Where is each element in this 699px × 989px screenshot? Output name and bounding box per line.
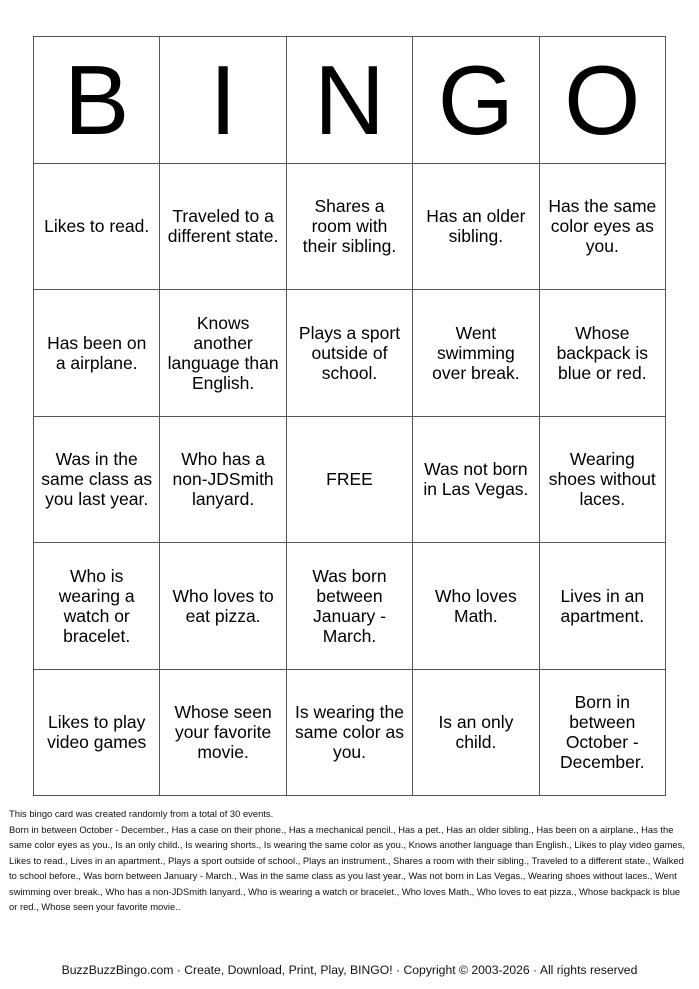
bingo-square: Knows another language than English. [160,290,286,417]
bingo-square: Is wearing the same color as you. [287,670,413,797]
bingo-square: Who loves Math. [413,543,539,670]
header-letter-g: G [413,37,539,164]
bingo-square: Who loves to eat pizza. [160,543,286,670]
bingo-square: Was born between January - March. [287,543,413,670]
bingo-square: Has been on a airplane. [34,290,160,417]
card-info [9,806,689,915]
bingo-square: Traveled to a different state. [160,164,286,291]
bingo-square: Whose backpack is blue or red. [540,290,666,417]
free-square: FREE [287,417,413,544]
bingo-square: Who has a non-JDSmith lanyard. [160,417,286,544]
bingo-square: Lives in an apartment. [540,543,666,670]
bingo-square: Born in between October - December. [540,670,666,797]
bingo-square: Went swimming over break. [413,290,539,417]
header-letter-n: N [287,37,413,164]
bingo-square: Plays a sport outside of school. [287,290,413,417]
bingo-square: Is an only child. [413,670,539,797]
bingo-square: Has an older sibling. [413,164,539,291]
bingo-square: Likes to play video games [34,670,160,797]
bingo-square: Wearing shoes without laces. [540,417,666,544]
bingo-square: Has the same color eyes as you. [540,164,666,291]
bingo-card [33,36,666,796]
header-letter-o: O [540,37,666,164]
bingo-square: Who is wearing a watch or bracelet. [34,543,160,670]
header-letter-i: I [160,37,286,164]
bingo-square: Whose seen your favorite movie. [160,670,286,797]
bingo-square: Shares a room with their sibling. [287,164,413,291]
event-list: Born in between October - December., Has a case on their phone., Has a mechanical pencil., Has a pet., Has an older sibling., Has been on a airplane., Has the same color eyes as you., Is an only child., Is wearing shorts., Is wearing the same color as you., Knows another language than English., Likes to play video games, Likes to read., Lives in an apartment., Plays a sport outside of school., Plays an instrument., Shares a room with their sibling., Traveled to a different state., Walked to school before., Was born between January - March., Was in the same class as you last year., Was not born in Las Vegas., Wearing shoes without laces., Went swimming over break., Who has a non-JDSmith lanyard., Who is wearing a watch or bracelet., Who loves Math., Who loves to eat pizza., Whose backpack is blue or red., Whose seen your favorite movie.. [9,823,685,912]
card-summary: This bingo card was created randomly from a total of 30 events. [9,808,274,819]
header-letter-b: B [34,37,160,164]
site-footer: BuzzBuzzBingo.com · Create, Download, Print, Play, BINGO! · Copyright © 2003-2026 · All rights reserved [61,963,638,977]
bingo-square: Was in the same class as you last year. [34,417,160,544]
bingo-square: Was not born in Las Vegas. [413,417,539,544]
bingo-square: Likes to read. [34,164,160,291]
